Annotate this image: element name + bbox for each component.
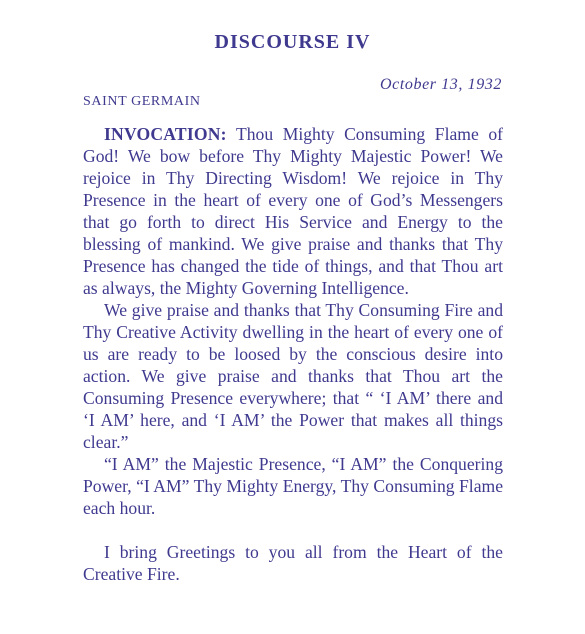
discourse-date: October 13, 1932: [379, 76, 502, 93]
speaker-name: SAINT GERMAIN: [83, 94, 201, 109]
invocation-label: INVOCATION:: [104, 124, 227, 144]
invocation-paragraph: [83, 123, 503, 299]
discourse-heading: DISCOURSE IV: [214, 31, 371, 53]
greetings-paragraph: I bring Greetings to you all from the Heart of the Creative Fire.: [83, 542, 503, 584]
praise-paragraph: We give praise and thanks that Thy Consuming Fire and Thy Creative Activity dwelling in the heart of every one of us are ready to be loosed by the conscious desire into action. We give praise and thanks that Thou art the Consuming Presence everywhere; that “ ‘I AM’ there and ‘I AM’ here, and ‘I AM’ the Power that makes all things clear.”: [83, 300, 503, 452]
i-am-paragraph: “I AM” the Majestic Presence, “I AM” the Conquering Power, “I AM” Thy Mighty Energy, Thy Consuming Flame each hour.: [83, 454, 503, 518]
discourse-body: [83, 123, 503, 585]
invocation-text: Thou Mighty Consuming Flame of God! We bow before Thy Mighty Majestic Power! We rejoice in Thy Directing Wisdom! We rejoice in Thy Presence in the heart of every one of God’s Messengers that go forth to direct His Service and Energy to the blessing of mankind. We give praise and thanks that Thy Presence has changed the tide of things, and that Thou art as always, the Mighty Governing Intelligence.: [83, 124, 503, 298]
